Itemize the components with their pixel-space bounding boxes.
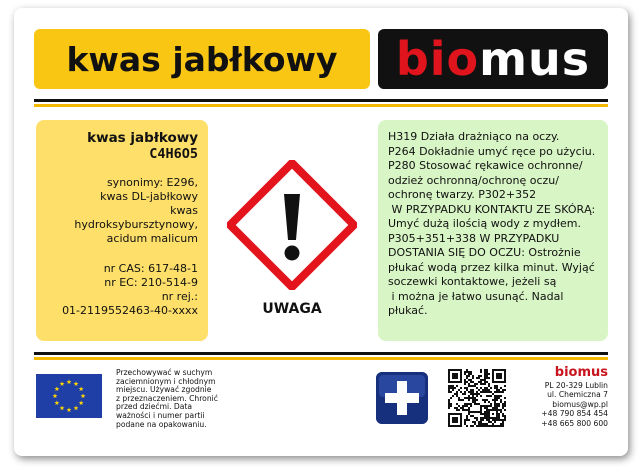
registration-label: nr rej.:	[161, 290, 198, 303]
storage-line: miejscu. Używać zgodnie	[116, 385, 212, 395]
synonym-line: hydroksybursztynowy,	[74, 218, 198, 231]
statement-line: ochronę twarzy. P302+352	[388, 188, 537, 201]
storage-line: ważności i numer partii	[116, 410, 205, 420]
storage-line: Przechowywać w suchym	[116, 368, 213, 377]
ec-number: nr EC: 210-514-9	[104, 276, 198, 289]
divider-top-yellow	[34, 104, 608, 107]
signal-word: UWAGA	[262, 301, 322, 317]
cas-number: nr CAS: 617-48-1	[103, 262, 198, 275]
contact-address: PL 20-329 Lublin	[544, 381, 608, 390]
storage-line: z przeznaczeniem. Chronić	[116, 393, 218, 403]
storage-line: podane na opakowaniu.	[116, 419, 207, 429]
storage-instructions	[116, 369, 226, 429]
divider-top-black	[34, 99, 608, 102]
contact-email: biomus@wp.pl	[552, 399, 608, 409]
statement-line: i można je łatwo usunąć. Nadal	[388, 289, 564, 303]
statement-line: DOSTANIA SIĘ DO OCZU: Ostrożnie	[388, 246, 581, 259]
synonym-line: synonimy: E296,	[106, 176, 198, 189]
statement-line: płukać.	[388, 304, 428, 317]
brand-logo-part1: bio	[395, 32, 480, 86]
statement-line: H319 Działa drażniąco na oczy.	[388, 130, 560, 143]
contact-block	[506, 365, 608, 428]
synonyms-block	[42, 176, 198, 246]
qr-code-icon	[448, 369, 506, 427]
contact-street: ul. Chemiczna 7	[547, 390, 608, 400]
statement-line: P305+351+338 W PRZYPADKU	[388, 231, 560, 245]
statement-line: W PRZYPADKU KONTAKTU ZE SKÓRĄ:	[388, 202, 596, 216]
statement-line: Umyć dużą ilością wody z mydłem.	[388, 217, 581, 230]
storage-line: zaciemnionym i chłodnym	[116, 376, 216, 386]
brand-banner	[378, 29, 608, 89]
divider-bottom-black	[34, 352, 608, 355]
registration-number: 01-2119552463-40-xxxx	[62, 304, 198, 317]
hazard-statements-panel	[378, 120, 608, 341]
title-banner	[34, 29, 370, 89]
brand-logo-part2: mus	[479, 32, 591, 86]
synonym-line: acidum malicum	[106, 232, 198, 245]
statement-line: P280 Stosować rękawice ochronne/	[388, 159, 583, 172]
statement-line: płukać wodą przez kilka minut. Wyjąć	[388, 260, 595, 274]
statement-line: soczewki kontaktowe, jeżeli są	[388, 275, 557, 288]
product-info-panel	[36, 120, 208, 341]
statement-line: odzież ochronną/ochronę oczu/	[388, 173, 559, 187]
identifiers-block	[42, 262, 198, 318]
contact-brand: biomus	[554, 365, 608, 380]
storage-line: przed dziećmi. Data	[116, 402, 193, 412]
product-label	[14, 8, 628, 456]
contact-phone: +48 665 800 600	[541, 418, 608, 428]
statement-line: P264 Dokładnie umyć ręce po użyciu.	[388, 144, 596, 158]
contact-phone: +48 790 854 454	[541, 409, 608, 419]
synonym-line: kwas DL-jabłkowy	[100, 190, 198, 203]
eu-flag-icon	[36, 374, 102, 418]
chemical-formula: C4H6O5	[149, 146, 198, 162]
product-name: kwas jabłkowy	[87, 130, 198, 146]
product-title: kwas jabłkowy	[66, 39, 338, 79]
ghs-hazard-pictogram	[227, 160, 357, 290]
medical-cross-icon	[376, 372, 428, 424]
divider-bottom-yellow	[34, 357, 608, 360]
synonym-line: kwas	[170, 204, 198, 217]
